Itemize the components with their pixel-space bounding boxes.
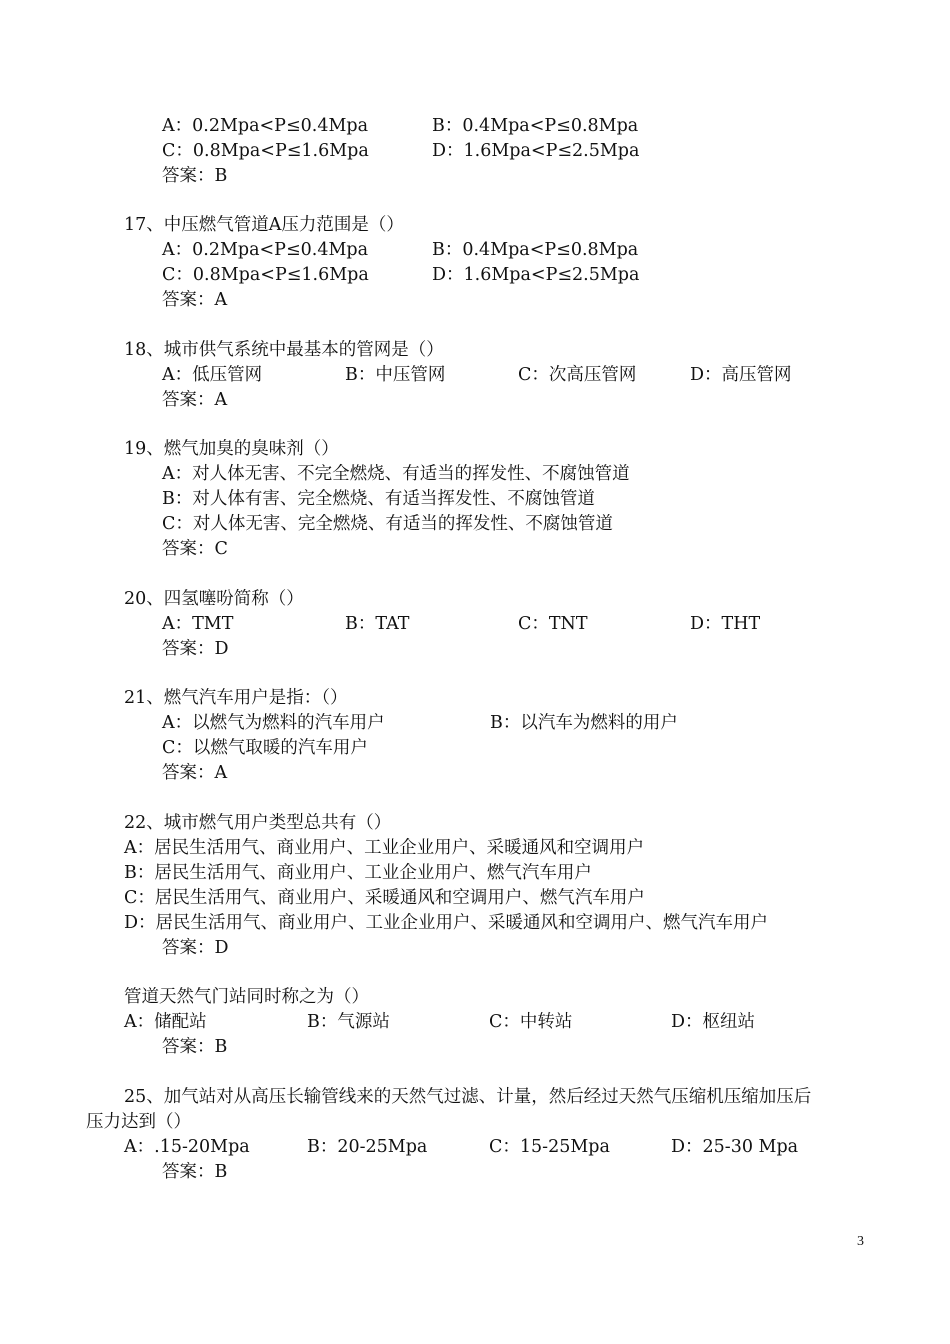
q16-option-c: C：0.8Mpa<P≤1.6Mpa — [162, 141, 369, 161]
q21-question: 21、燃气汽车用户是指：（） — [124, 688, 348, 708]
q23-option-c: C：中转站 — [489, 1012, 573, 1032]
q25-option-c: C：15-25Mpa — [489, 1137, 610, 1157]
q23-option-d: D：枢纽站 — [671, 1012, 756, 1032]
q16-option-b: B：0.4Mpa<P≤0.8Mpa — [432, 116, 639, 136]
q22-question: 22、城市燃气用户类型总共有（） — [124, 813, 392, 833]
q21-option-c: C：以燃气取暖的汽车用户 — [162, 738, 368, 758]
q23-question: 管道天然气门站同时称之为（） — [124, 987, 369, 1007]
q18-option-c: C：次高压管网 — [518, 365, 637, 385]
q21-answer: 答案：A — [162, 763, 228, 783]
q20-option-a: A：TMT — [162, 614, 234, 634]
q18-answer: 答案：A — [162, 390, 228, 410]
q17-option-d: D：1.6Mpa<P≤2.5Mpa — [432, 265, 640, 285]
q17-option-b: B：0.4Mpa<P≤0.8Mpa — [432, 240, 639, 260]
q19-answer: 答案：C — [162, 539, 228, 559]
q20-answer: 答案：D — [162, 639, 229, 659]
q22-option-d: D：居民生活用气、商业用户、工业企业用户、采暖通风和空调用户、燃气汽车用户 — [124, 913, 769, 933]
q18-option-d: D：高压管网 — [690, 365, 792, 385]
q16-option-d: D：1.6Mpa<P≤2.5Mpa — [432, 141, 640, 161]
q21-option-b: B：以汽车为燃料的用户 — [490, 713, 678, 733]
q17-answer: 答案：A — [162, 290, 228, 310]
q17-option-c: C：0.8Mpa<P≤1.6Mpa — [162, 265, 369, 285]
q23-option-a: A：储配站 — [124, 1012, 207, 1032]
q25-option-b: B：20-25Mpa — [307, 1137, 428, 1157]
q17-option-a: A：0.2Mpa<P≤0.4Mpa — [162, 240, 369, 260]
q23-option-b: B：气源站 — [307, 1012, 390, 1032]
q16-answer: 答案：B — [162, 166, 228, 186]
q25-question-line1: 25、加气站对从高压长输管线来的天然气过滤、计量，然后经过天然气压缩机压缩加压后 — [124, 1087, 812, 1107]
q20-option-d: D：THT — [690, 614, 761, 634]
page-number: 3 — [857, 1234, 864, 1249]
q19-option-b: B：对人体有害、完全燃烧、有适当挥发性、不腐蚀管道 — [162, 489, 595, 509]
q22-answer: 答案：D — [162, 938, 229, 958]
q22-option-b: B：居民生活用气、商业用户、工业企业用户、燃气汽车用户 — [124, 863, 592, 883]
q22-option-c: C：居民生活用气、商业用户、采暖通风和空调用户、燃气汽车用户 — [124, 888, 645, 908]
q19-question: 19、燃气加臭的臭味剂（） — [124, 439, 339, 459]
q18-option-a: A：低压管网 — [162, 365, 263, 385]
q25-option-a: A：.15-20Mpa — [124, 1137, 250, 1157]
q18-option-b: B：中压管网 — [345, 365, 446, 385]
q20-question: 20、四氢噻吩简称（） — [124, 589, 304, 609]
q17-question: 17、中压燃气管道A压力范围是（） — [124, 215, 404, 235]
q21-option-a: A：以燃气为燃料的汽车用户 — [162, 713, 385, 733]
q18-question: 18、城市供气系统中最基本的管网是（） — [124, 340, 444, 360]
q19-option-c: C：对人体无害、完全燃烧、有适当的挥发性、不腐蚀管道 — [162, 514, 613, 534]
q22-option-a: A：居民生活用气、商业用户、工业企业用户、采暖通风和空调用户 — [124, 838, 645, 858]
q25-question-line2: 压力达到（） — [86, 1112, 191, 1132]
q20-option-b: B：TAT — [345, 614, 410, 634]
q25-answer: 答案：B — [162, 1162, 228, 1182]
q20-option-c: C：TNT — [518, 614, 588, 634]
q16-option-a: A：0.2Mpa<P≤0.4Mpa — [162, 116, 369, 136]
q25-option-d: D：25-30 Mpa — [671, 1137, 799, 1157]
q19-option-a: A：对人体无害、不完全燃烧、有适当的挥发性、不腐蚀管道 — [162, 464, 630, 484]
q23-answer: 答案：B — [162, 1037, 228, 1057]
